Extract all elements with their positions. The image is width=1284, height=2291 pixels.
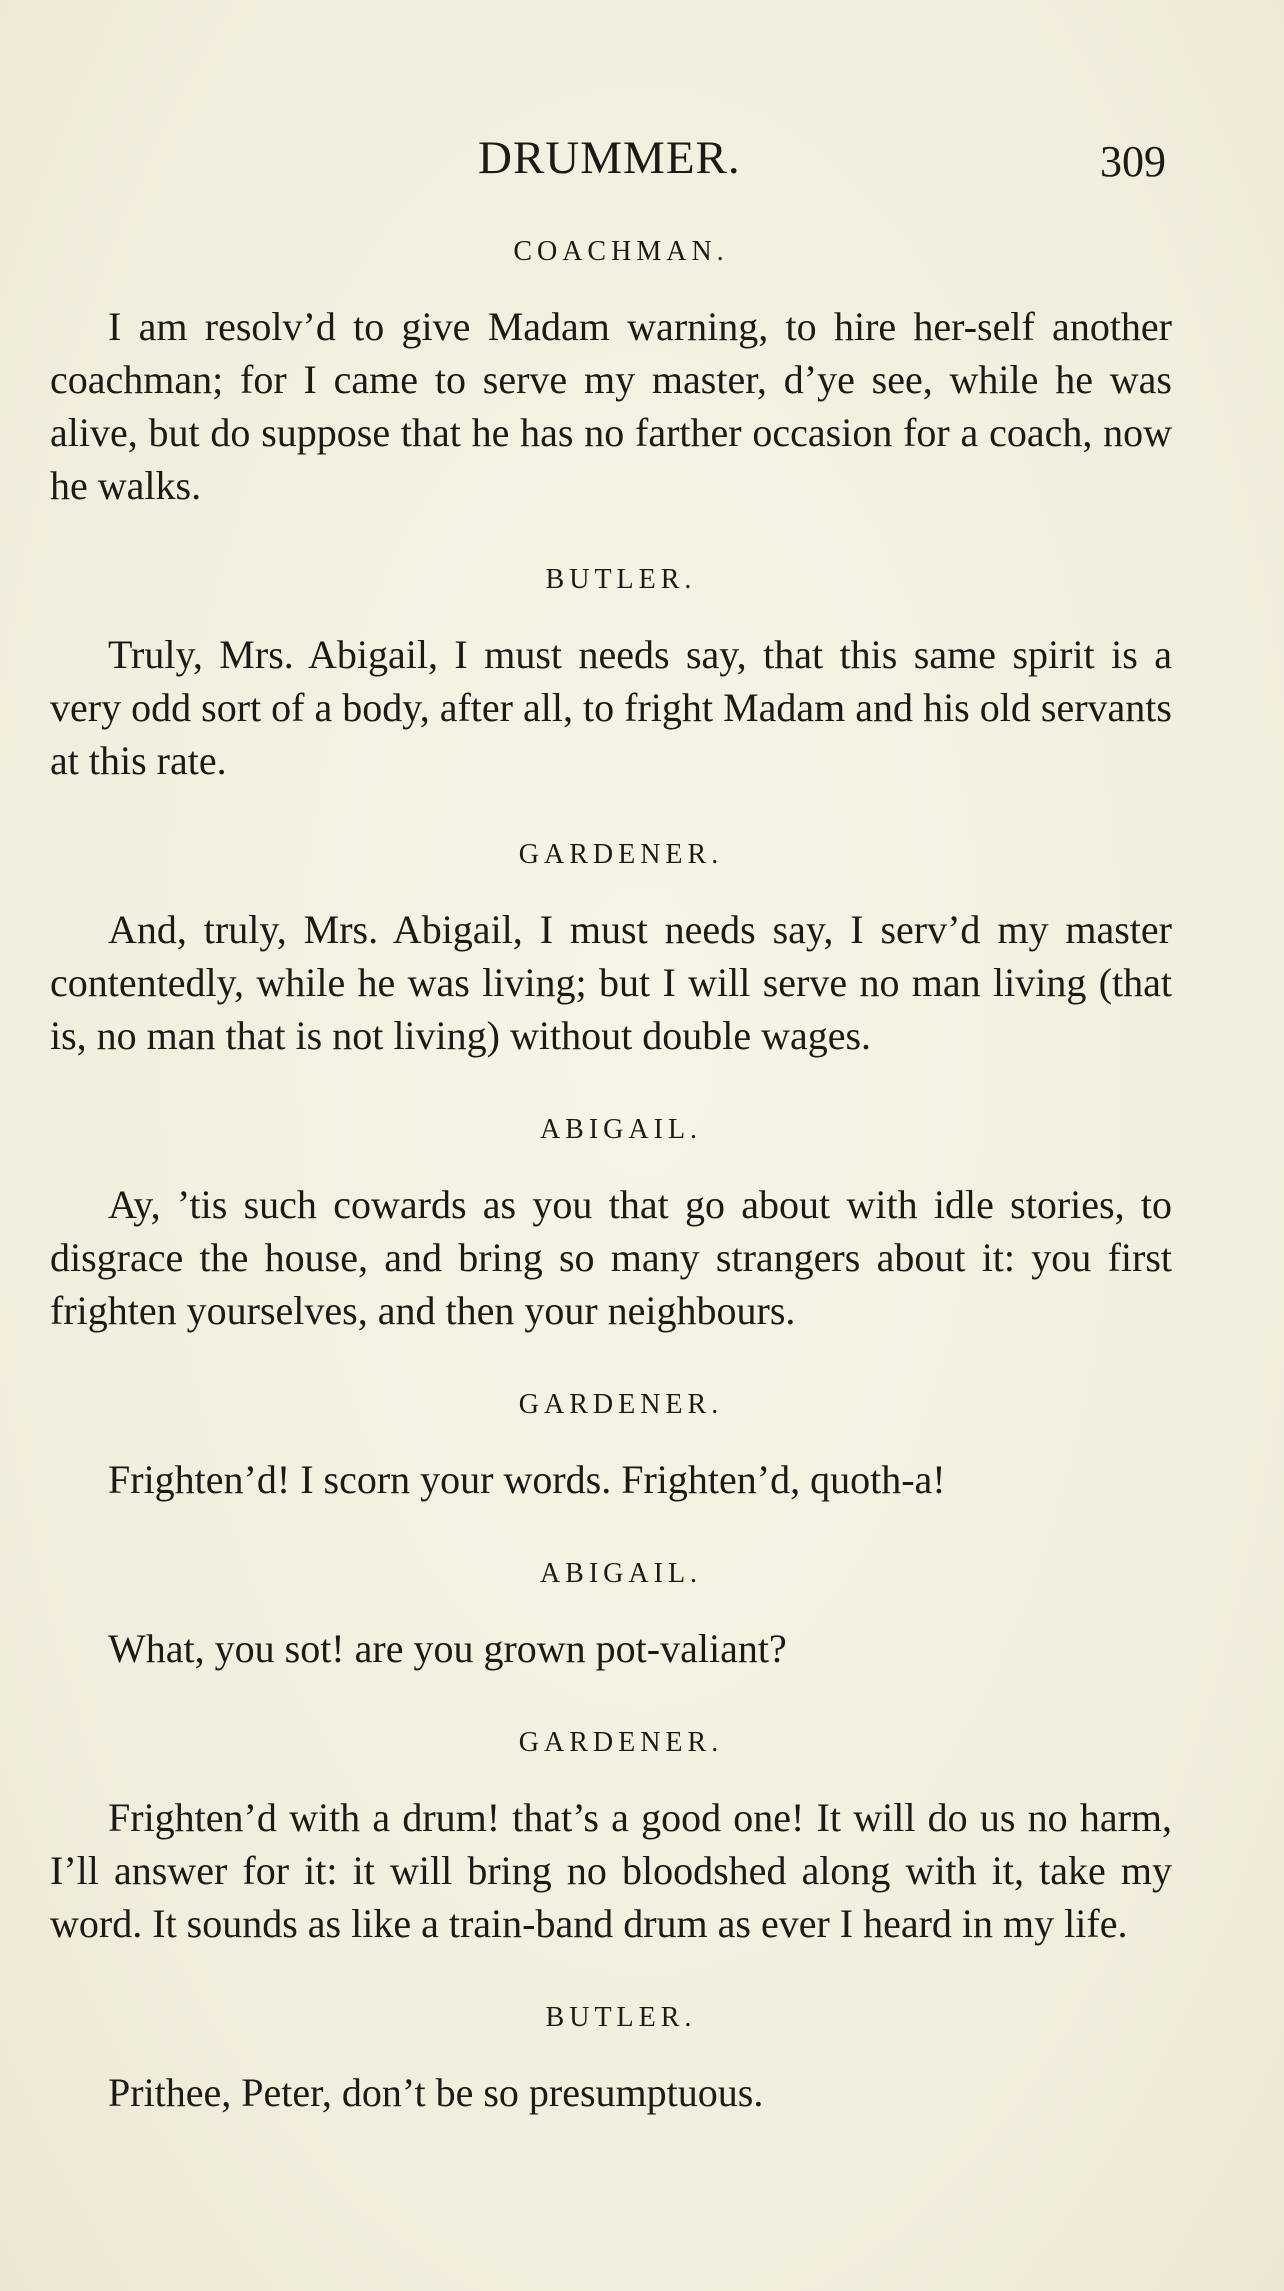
dialogue-block [50,1385,1172,1506]
dialogue-block [50,232,1172,512]
speaker-name: COACHMAN. [513,236,729,267]
speech-text: Frighten’d! I scorn your words. Frighten’d, quoth-a! [108,1457,946,1502]
dialogue-block [50,835,1172,1062]
dialogue-block [50,1110,1172,1337]
speech-text: And, truly, Mrs. Abigail, I must needs say, I serv’d my master contentedly, while he was living; but I will serve no man living (that is, no man that is not living) without double wages. [50,907,1172,1058]
dialogue-block [50,1723,1172,1950]
speaker-name: BUTLER. [545,2002,697,2033]
dialogue-block [50,1998,1172,2119]
speaker-name: ABIGAIL. [539,1558,703,1589]
speech-text: What, you sot! are you grown pot-valiant? [108,1626,787,1671]
speech-text: Frighten’d with a drum! that’s a good one! It will do us no harm, I’ll answer for it: it will bring no bloodshed along with it, take my word. It sounds as like a train-band drum as ever I heard in my life. [50,1795,1172,1946]
speaker-name: GARDENER. [518,1389,724,1420]
dialogue-block [50,1554,1172,1675]
page-number: 309 [1100,137,1166,186]
dialogue-block [50,560,1172,787]
speech-text: Ay, ’tis such cowards as you that go about with idle stories, to disgrace the house, and bring so many strangers about it: you first frighten yourselves, and then your neighbours. [50,1182,1172,1333]
page-header [0,128,1284,188]
speaker-name: GARDENER. [518,839,724,870]
speech-text: I am resolv’d to give Madam warning, to hire her-self another coachman; for I came to serve my master, d’ye see, while he was alive, but do suppose that he has no farther occasion for a coach, now he walks. [50,304,1172,508]
speaker-name: GARDENER. [518,1727,724,1758]
speaker-name: BUTLER. [545,564,697,595]
speaker-name: ABIGAIL. [539,1114,703,1145]
speech-text: Truly, Mrs. Abigail, I must needs say, that this same spirit is a very odd sort of a body, after all, to fright Madam and his old servants at this rate. [50,632,1172,783]
running-head: DRUMMER. [478,132,741,184]
speech-text: Prithee, Peter, don’t be so presumptuous. [108,2070,764,2115]
dialogue-body [50,232,1172,2119]
